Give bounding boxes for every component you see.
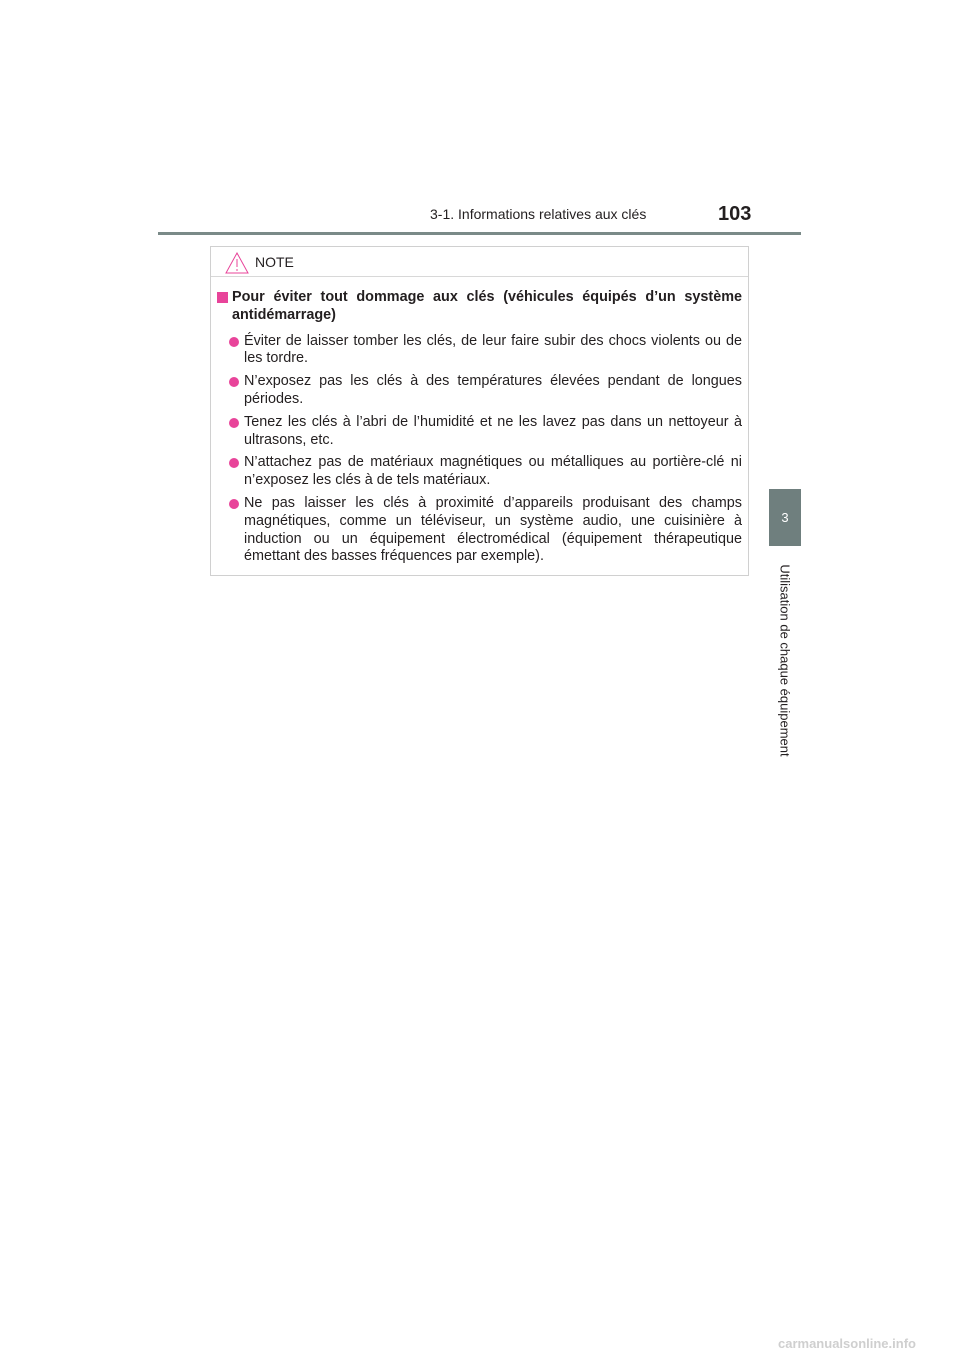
header-divider — [158, 232, 801, 235]
circle-bullet-icon — [229, 499, 239, 509]
list-item — [217, 414, 742, 450]
circle-bullet-icon — [229, 377, 239, 387]
list-item — [217, 373, 742, 409]
watermark: carmanualsonline.info — [778, 1336, 916, 1351]
chapter-tab[interactable] — [769, 489, 801, 546]
list-item-text: Éviter de laisser tomber les clés, de leur faire subir des chocs violents ou de les tordre. — [244, 332, 742, 367]
note-title: NOTE — [255, 254, 294, 270]
note-heading — [217, 289, 742, 325]
note-header — [211, 247, 748, 277]
chapter-label — [769, 548, 801, 773]
circle-bullet-icon — [229, 337, 239, 347]
list-item — [217, 495, 742, 566]
note-heading-text: Pour éviter tout dommage aux clés (véhicules équipés d’un système antidémarrage) — [232, 289, 742, 323]
list-item-text: Ne pas laisser les clés à proximité d’appareils produisant des champs magnétiques, comme un téléviseur, un système audio, une cuisinière à induction ou un équipement électromédical (équipement thérapeutique émettant des basses fréquences par exemple). — [244, 494, 742, 565]
circle-bullet-icon — [229, 418, 239, 428]
warning-triangle-icon — [225, 252, 249, 274]
note-body — [211, 277, 748, 566]
list-item — [217, 333, 742, 369]
list-item — [217, 454, 742, 490]
list-item-text: N’exposez pas les clés à des températures élevées pendant de longues périodes. — [244, 373, 742, 407]
circle-bullet-icon — [229, 458, 239, 468]
square-bullet-icon — [217, 292, 228, 303]
list-item-text: N’attachez pas de matériaux magnétiques ou métalliques au portière-clé ni n’exposez les clés à de tels matériaux. — [244, 454, 742, 489]
list-item-text: Tenez les clés à l’abri de l’humidité et ne les lavez pas dans un nettoyeur à ultrasons, etc. — [244, 413, 742, 448]
page-number: 103 — [718, 203, 752, 225]
chapter-label-text: Utilisation de chaque équipement — [777, 564, 793, 757]
chapter-number: 3 — [781, 510, 789, 525]
section-title: 3-1. Informations relatives aux clés — [430, 206, 647, 222]
note-box — [210, 246, 749, 576]
